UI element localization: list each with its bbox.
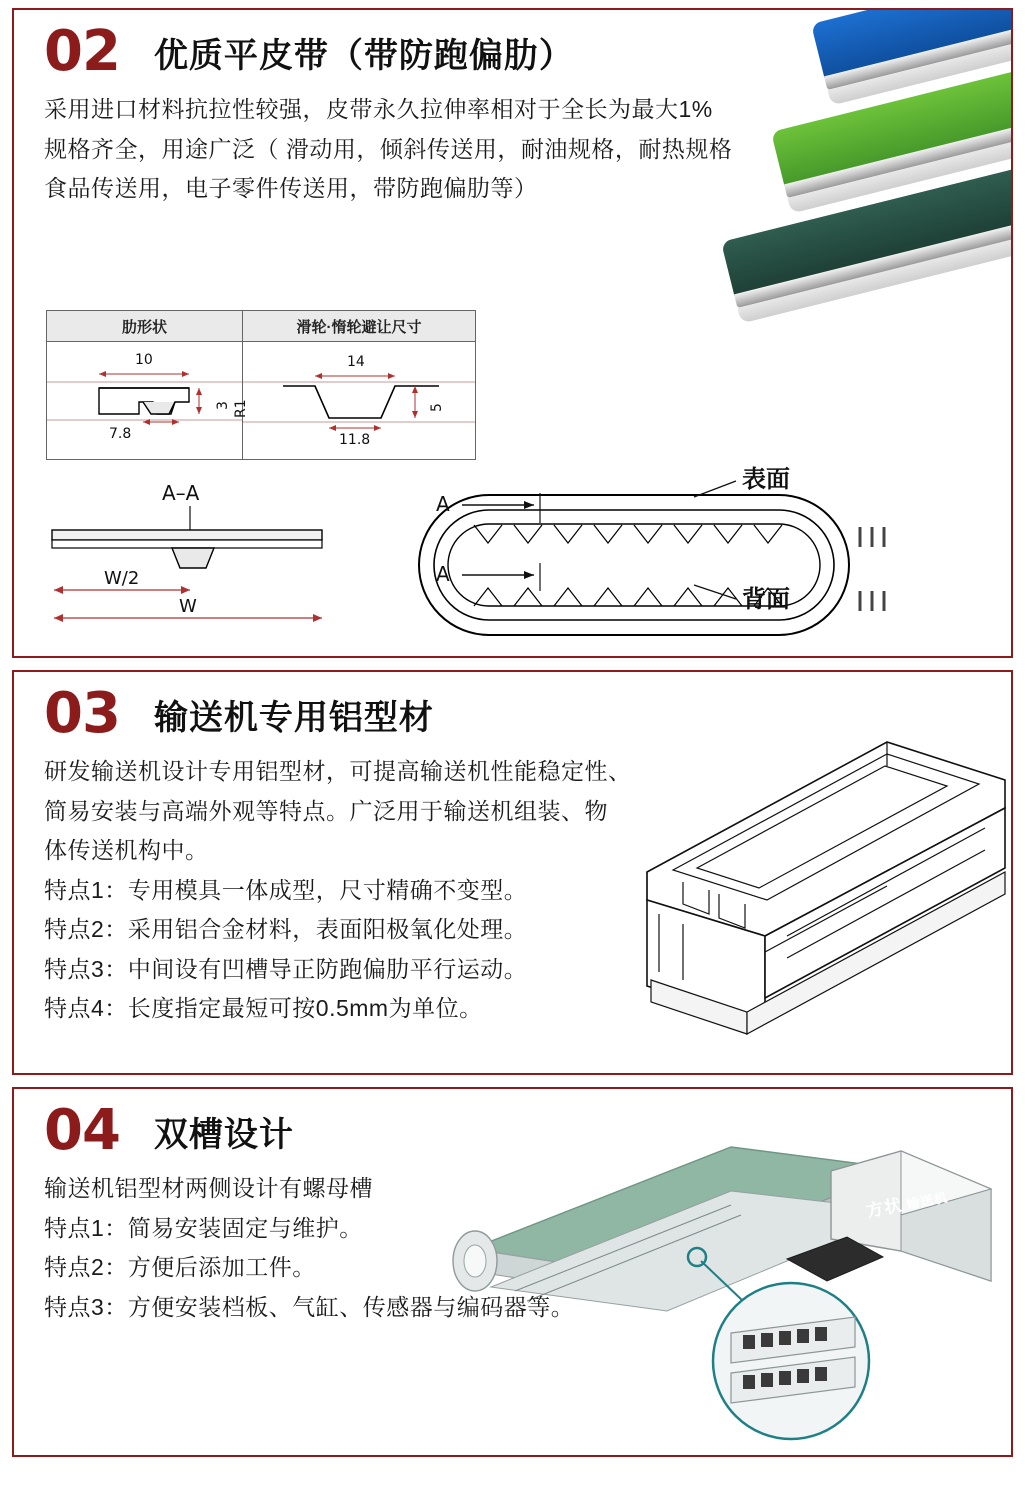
section-04-feature-2: 特点2：方便后添加工件。 — [44, 1254, 316, 1281]
cross-section-svg — [44, 478, 344, 643]
section-02-flat-belt — [12, 8, 1013, 658]
pulley-dim-depth: 5 — [429, 403, 445, 412]
rib-dimension-table — [46, 310, 476, 460]
section-04-title: 双槽设计 — [153, 1115, 294, 1154]
rib-dim-top-width: 10 — [135, 352, 153, 368]
section-04-feature-1: 特点1：简易安装固定与维护。 — [44, 1214, 363, 1241]
back-label: 背面 — [742, 586, 790, 613]
section-03-feature-1: 特点1：专用模具一体成型，尺寸精确不变型。 — [44, 876, 528, 903]
section-03-feature-3: 特点3：中间设有凹槽导正防跑偏肋平行运动。 — [44, 955, 528, 982]
section-02-line-1: 采用进口材料抗拉性较强，皮带永久拉伸率相对于全长为最大1% — [44, 96, 713, 122]
surface-label: 表面 — [742, 466, 790, 493]
section-03-aluminium-profile — [12, 670, 1013, 1075]
brand-name: 方状 — [864, 1195, 904, 1221]
pulley-clearance-cell — [243, 342, 475, 460]
section-03-number — [44, 681, 120, 746]
section-04-feature-3: 特点3：方便安装档板、气缸、传感器与编码器等。 — [44, 1293, 575, 1320]
rib-dim-height: 3 — [215, 401, 231, 410]
section-04-number-text: 04 — [44, 1098, 120, 1163]
section-04-line-1: 输送机铝型材两侧设计有螺母槽 — [44, 1175, 373, 1201]
section-03-line-1: 研发输送机设计专用铝型材，可提高输送机性能稳定性、 — [44, 758, 632, 784]
section-03-title: 输送机专用铝型材 — [153, 698, 434, 737]
section-02-body — [14, 84, 1011, 209]
brand-sub: 输送机 — [905, 1189, 950, 1213]
section-04-number — [44, 1098, 120, 1163]
section-03-body — [14, 746, 1011, 1029]
rib-dim-radius: R1 — [233, 399, 249, 418]
section-02-line-3: 食品传送用，电子零件传送用，带防跑偏肋等） — [44, 175, 538, 202]
loop-arrow-label-top: A — [436, 492, 450, 516]
section-03-number-text: 03 — [44, 681, 120, 746]
rib-table-body — [47, 342, 475, 460]
rib-table-header-shape: 肋形状 — [47, 311, 243, 341]
section-label-aa: A–A — [162, 481, 200, 505]
section-03-feature-2: 特点2：采用铝合金材料，表面阳极氧化处理。 — [44, 916, 528, 943]
width-half-label: W/2 — [104, 568, 140, 589]
rib-shape-cell — [47, 342, 249, 460]
pulley-dim-bottom-width: 11.8 — [339, 432, 371, 448]
loop-arrow-label-bottom: A — [436, 562, 450, 586]
section-02-title: 优质平皮带（带防跑偏肋） — [153, 36, 574, 75]
pulley-dim-top-width: 14 — [347, 354, 365, 370]
section-04-body — [14, 1163, 1011, 1327]
section-03-line-2: 简易安装与高端外观等特点。广泛用于输送机组装、物 — [44, 797, 608, 824]
section-02-number-text: 02 — [44, 19, 120, 84]
section-02-line-2: 规格齐全，用途广泛（ 滑动用，倾斜传送用，耐油规格，耐热规格 — [44, 135, 733, 162]
rib-table-header — [47, 311, 475, 342]
section-02-number — [44, 19, 120, 84]
section-03-feature-4: 特点4：长度指定最短可按0.5mm为单位。 — [44, 995, 483, 1022]
rib-dim-bottom-width: 7.8 — [109, 426, 132, 442]
belt-cross-section-drawing — [44, 478, 344, 643]
section-04-dual-slot-design — [12, 1087, 1013, 1457]
section-03-line-3: 体传送机构中。 — [44, 837, 209, 864]
rib-table-header-pulley: 滑轮·惰轮避让尺寸 — [296, 318, 422, 336]
width-full-label: W — [179, 596, 197, 617]
